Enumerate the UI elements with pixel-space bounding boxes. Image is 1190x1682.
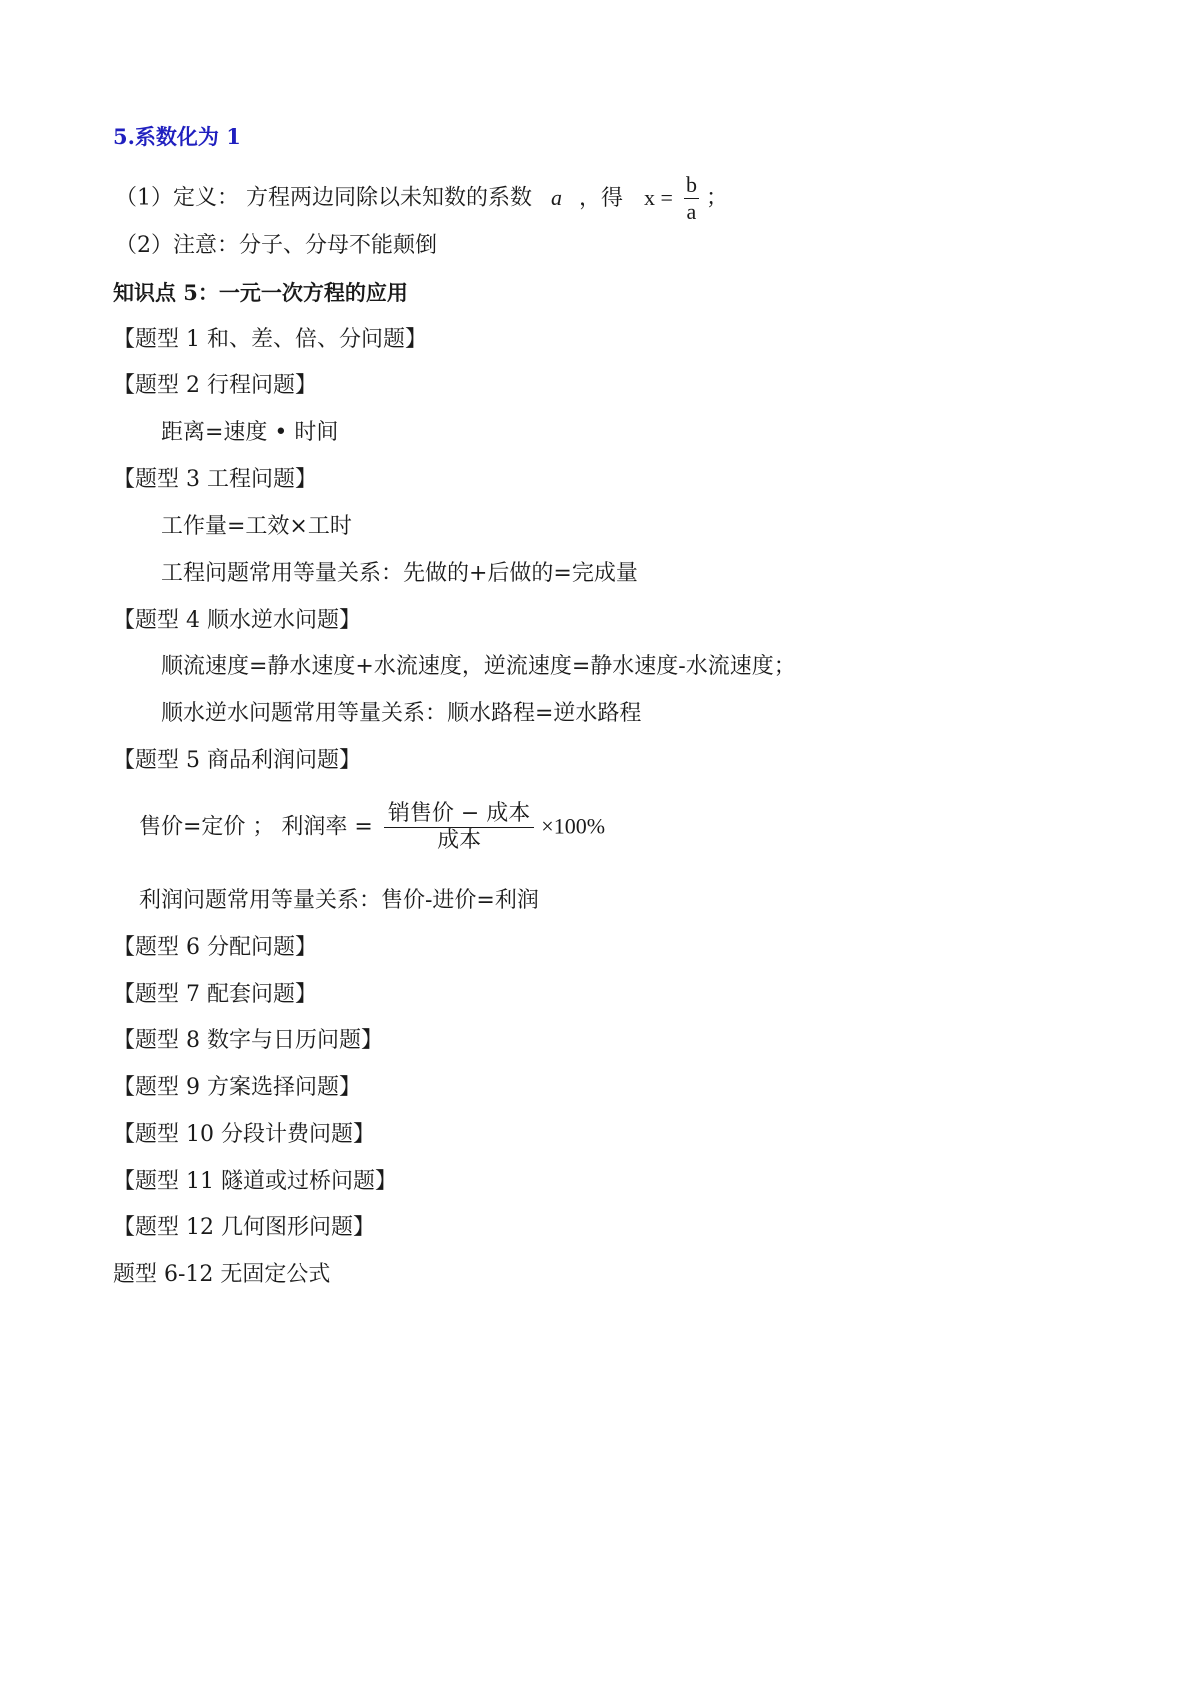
type-4-relation: 顺水逆水问题常用等量关系：顺水路程=逆水路程 [161, 701, 642, 726]
type-4-formula: 顺流速度=静水速度+水流速度，逆流速度=静水速度-水流速度； [161, 654, 796, 679]
type-3-formula: 工作量=工效×工时 [161, 514, 352, 539]
knowledge-title: 知识点 5：一元一次方程的应用 [113, 280, 408, 305]
fraction-denominator: a [684, 198, 699, 225]
fraction-numerator: b [685, 172, 697, 197]
profit-fraction-denominator: 成本 [384, 827, 534, 854]
type-3-heading: 【题型 3 工程问题】 [113, 467, 317, 492]
type-3-relation: 工程问题常用等量关系：先做的+后做的=完成量 [161, 561, 638, 586]
type-9-heading: 【题型 9 方案选择问题】 [113, 1075, 361, 1100]
section-title: 5.系数化为 1 [113, 124, 241, 149]
type-4-heading: 【题型 4 顺水逆水问题】 [113, 608, 361, 633]
definition-text: （1）定义： 方程两边同除以未知数的系数 [115, 185, 532, 211]
type-6-heading: 【题型 6 分配问题】 [113, 935, 317, 960]
profit-formula-suffix: ×100% [541, 813, 606, 839]
profit-formula-prefix: 售价=定价 ； 利润率 = [139, 814, 373, 840]
type-1-heading: 【题型 1 和、差、倍、分问题】 [113, 327, 427, 352]
note-line: （2）注意：分子、分母不能颠倒 [115, 233, 437, 258]
definition-line [115, 172, 728, 225]
profit-relation: 利润问题常用等量关系：售价-进价=利润 [139, 888, 539, 913]
profit-fraction [384, 801, 534, 854]
type-2-formula: 距离=速度 • 时间 [161, 420, 339, 445]
formula-end: ； [705, 185, 728, 211]
type-5-heading: 【题型 5 商品利润问题】 [113, 748, 361, 773]
variable-a: a [551, 184, 562, 210]
type-7-heading: 【题型 7 配套问题】 [113, 982, 317, 1007]
type-8-heading: 【题型 8 数字与日历问题】 [113, 1028, 383, 1053]
profit-fraction-numerator: 销售价 − 成本 [387, 801, 531, 826]
footer-note: 题型 6-12 无固定公式 [113, 1262, 331, 1287]
type-10-heading: 【题型 10 分段计费问题】 [113, 1122, 375, 1147]
profit-formula-line [139, 801, 605, 854]
type-11-heading: 【题型 11 隧道或过桥问题】 [113, 1169, 397, 1194]
definition-mid: ，得 [579, 185, 624, 211]
type-2-heading: 【题型 2 行程问题】 [113, 373, 317, 398]
type-12-heading: 【题型 12 几何图形问题】 [113, 1215, 375, 1240]
fraction-b-over-a [684, 172, 699, 225]
formula-lhs: x = [644, 184, 673, 210]
